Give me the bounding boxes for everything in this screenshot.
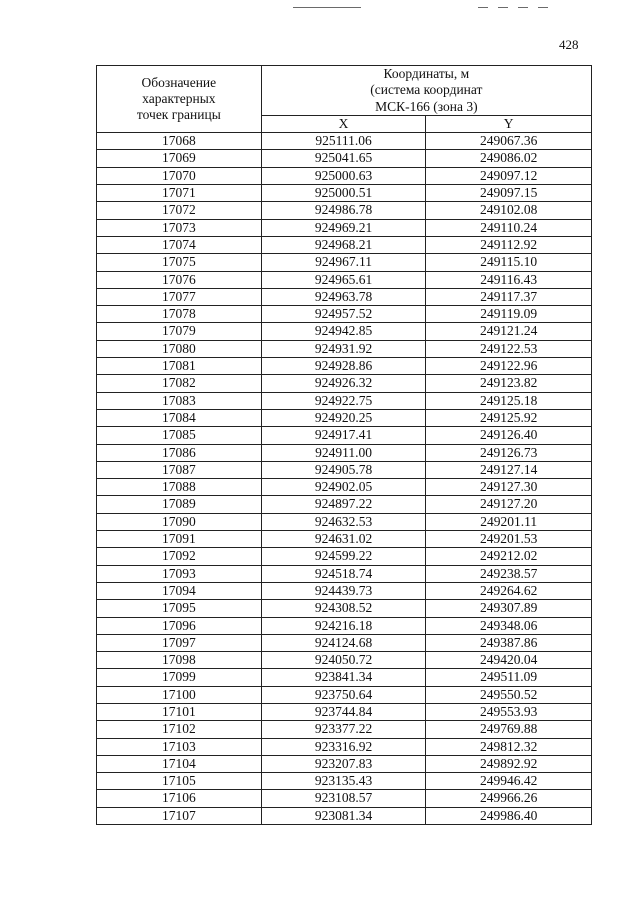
x-cell: 923135.43 [261, 773, 426, 790]
table-row [97, 150, 592, 167]
table-row [97, 669, 592, 686]
y-cell: 249086.02 [426, 150, 592, 167]
y-cell: 249307.89 [426, 600, 592, 617]
point-cell: 17095 [97, 600, 262, 617]
x-cell: 923081.34 [261, 807, 426, 824]
x-cell: 923108.57 [261, 790, 426, 807]
x-cell: 924518.74 [261, 565, 426, 582]
x-cell: 924124.68 [261, 634, 426, 651]
coordinates-table [96, 65, 592, 825]
point-header-line: Обозначение [141, 74, 217, 90]
scan-artifact-line [293, 7, 361, 8]
point-cell: 17091 [97, 531, 262, 548]
scan-artifact-dash [518, 7, 528, 8]
x-cell: 924902.05 [261, 479, 426, 496]
x-cell: 924967.11 [261, 254, 426, 271]
point-cell: 17098 [97, 652, 262, 669]
x-cell: 924897.22 [261, 496, 426, 513]
x-cell: 924963.78 [261, 288, 426, 305]
y-cell: 249117.37 [426, 288, 592, 305]
x-cell: 924050.72 [261, 652, 426, 669]
x-cell: 923744.84 [261, 703, 426, 720]
point-cell: 17104 [97, 755, 262, 772]
table-row [97, 565, 592, 582]
y-cell: 249097.12 [426, 167, 592, 184]
table-row [97, 548, 592, 565]
y-cell: 249102.08 [426, 202, 592, 219]
x-cell: 924308.52 [261, 600, 426, 617]
table-row [97, 773, 592, 790]
y-cell: 249127.20 [426, 496, 592, 513]
x-column-header: X [261, 115, 426, 132]
y-cell: 249201.53 [426, 531, 592, 548]
x-cell: 925000.63 [261, 167, 426, 184]
table-row [97, 721, 592, 738]
x-cell: 924926.32 [261, 375, 426, 392]
scan-artifact-dash [538, 7, 548, 8]
table-row [97, 461, 592, 478]
x-cell: 924911.00 [261, 444, 426, 461]
point-cell: 17075 [97, 254, 262, 271]
point-cell: 17068 [97, 133, 262, 150]
x-cell: 925041.65 [261, 150, 426, 167]
point-cell: 17076 [97, 271, 262, 288]
point-cell: 17080 [97, 340, 262, 357]
point-cell: 17103 [97, 738, 262, 755]
table-row [97, 185, 592, 202]
y-column-header: Y [426, 115, 592, 132]
point-cell: 17090 [97, 513, 262, 530]
table-row [97, 496, 592, 513]
x-cell: 924920.25 [261, 409, 426, 426]
point-cell: 17083 [97, 392, 262, 409]
y-cell: 249966.26 [426, 790, 592, 807]
y-cell: 249097.15 [426, 185, 592, 202]
point-cell: 17094 [97, 582, 262, 599]
y-cell: 249420.04 [426, 652, 592, 669]
table-row [97, 323, 592, 340]
y-cell: 249387.86 [426, 634, 592, 651]
y-cell: 249115.10 [426, 254, 592, 271]
point-cell: 17084 [97, 409, 262, 426]
table-row [97, 358, 592, 375]
point-header-line: характерных [142, 90, 216, 106]
point-cell: 17107 [97, 807, 262, 824]
scan-artifact-dash [498, 7, 508, 8]
y-cell: 249116.43 [426, 271, 592, 288]
point-header-line: точек границы [136, 107, 221, 123]
y-cell: 249125.18 [426, 392, 592, 409]
table-row [97, 306, 592, 323]
scan-artifact-dash [478, 7, 488, 8]
x-cell: 924922.75 [261, 392, 426, 409]
x-cell: 923841.34 [261, 669, 426, 686]
y-cell: 249110.24 [426, 219, 592, 236]
x-cell: 924905.78 [261, 461, 426, 478]
x-cell: 924986.78 [261, 202, 426, 219]
table-row [97, 479, 592, 496]
y-cell: 249127.14 [426, 461, 592, 478]
point-cell: 17077 [97, 288, 262, 305]
y-cell: 249986.40 [426, 807, 592, 824]
table-row [97, 686, 592, 703]
y-cell: 249212.02 [426, 548, 592, 565]
x-cell: 924439.73 [261, 582, 426, 599]
x-cell: 924965.61 [261, 271, 426, 288]
point-cell: 17072 [97, 202, 262, 219]
point-cell: 17085 [97, 427, 262, 444]
table-row [97, 617, 592, 634]
table-row [97, 807, 592, 824]
table-row [97, 600, 592, 617]
y-cell: 249238.57 [426, 565, 592, 582]
y-cell: 249264.62 [426, 582, 592, 599]
page-number: 428 [559, 37, 579, 52]
table-row [97, 703, 592, 720]
x-cell: 923377.22 [261, 721, 426, 738]
point-cell: 17096 [97, 617, 262, 634]
point-cell: 17093 [97, 565, 262, 582]
y-cell: 249550.52 [426, 686, 592, 703]
table-row [97, 254, 592, 271]
table-row [97, 513, 592, 530]
y-cell: 249123.82 [426, 375, 592, 392]
y-cell: 249126.73 [426, 444, 592, 461]
table-row [97, 167, 592, 184]
point-cell: 17071 [97, 185, 262, 202]
table-row [97, 652, 592, 669]
x-cell: 925111.06 [261, 133, 426, 150]
x-cell: 923207.83 [261, 755, 426, 772]
table-row [97, 219, 592, 236]
y-cell: 249119.09 [426, 306, 592, 323]
table-row [97, 271, 592, 288]
table-row [97, 392, 592, 409]
coord-header-line: (система координат [370, 82, 483, 98]
table-row [97, 288, 592, 305]
point-cell: 17070 [97, 167, 262, 184]
y-cell: 249121.24 [426, 323, 592, 340]
coordinates-header [261, 66, 591, 116]
y-cell: 249127.30 [426, 479, 592, 496]
point-column-header [97, 66, 262, 133]
table-row [97, 409, 592, 426]
table-row [97, 634, 592, 651]
y-cell: 249769.88 [426, 721, 592, 738]
table-row [97, 790, 592, 807]
x-cell: 924942.85 [261, 323, 426, 340]
table-row [97, 202, 592, 219]
point-cell: 17087 [97, 461, 262, 478]
y-cell: 249112.92 [426, 236, 592, 253]
table-row [97, 133, 592, 150]
table-body [97, 133, 592, 825]
table-row [97, 531, 592, 548]
table-row [97, 738, 592, 755]
x-cell: 924969.21 [261, 219, 426, 236]
y-cell: 249946.42 [426, 773, 592, 790]
table-row [97, 444, 592, 461]
x-cell: 924957.52 [261, 306, 426, 323]
point-cell: 17102 [97, 721, 262, 738]
point-cell: 17073 [97, 219, 262, 236]
point-cell: 17069 [97, 150, 262, 167]
coord-header-line: МСК-166 (зона 3) [375, 98, 478, 114]
x-cell: 925000.51 [261, 185, 426, 202]
point-cell: 17097 [97, 634, 262, 651]
point-cell: 17086 [97, 444, 262, 461]
x-cell: 923316.92 [261, 738, 426, 755]
point-cell: 17092 [97, 548, 262, 565]
table-row [97, 375, 592, 392]
point-cell: 17078 [97, 306, 262, 323]
x-cell: 924968.21 [261, 236, 426, 253]
y-cell: 249122.96 [426, 358, 592, 375]
x-cell: 924599.22 [261, 548, 426, 565]
point-cell: 17105 [97, 773, 262, 790]
coord-header-line: Координаты, м [383, 66, 470, 81]
y-cell: 249812.32 [426, 738, 592, 755]
y-cell: 249553.93 [426, 703, 592, 720]
y-cell: 249892.92 [426, 755, 592, 772]
x-cell: 924928.86 [261, 358, 426, 375]
table-row [97, 236, 592, 253]
y-cell: 249511.09 [426, 669, 592, 686]
y-cell: 249067.36 [426, 133, 592, 150]
table-row [97, 755, 592, 772]
table-row [97, 582, 592, 599]
point-cell: 17106 [97, 790, 262, 807]
y-cell: 249348.06 [426, 617, 592, 634]
point-cell: 17101 [97, 703, 262, 720]
point-cell: 17088 [97, 479, 262, 496]
y-cell: 249125.92 [426, 409, 592, 426]
y-cell: 249122.53 [426, 340, 592, 357]
point-cell: 17082 [97, 375, 262, 392]
y-cell: 249201.11 [426, 513, 592, 530]
point-cell: 17089 [97, 496, 262, 513]
x-cell: 924917.41 [261, 427, 426, 444]
table-row [97, 340, 592, 357]
x-cell: 924931.92 [261, 340, 426, 357]
point-cell: 17074 [97, 236, 262, 253]
table-row [97, 427, 592, 444]
point-cell: 17100 [97, 686, 262, 703]
y-cell: 249126.40 [426, 427, 592, 444]
point-cell: 17099 [97, 669, 262, 686]
x-cell: 924216.18 [261, 617, 426, 634]
x-cell: 923750.64 [261, 686, 426, 703]
x-cell: 924631.02 [261, 531, 426, 548]
point-cell: 17081 [97, 358, 262, 375]
point-cell: 17079 [97, 323, 262, 340]
x-cell: 924632.53 [261, 513, 426, 530]
